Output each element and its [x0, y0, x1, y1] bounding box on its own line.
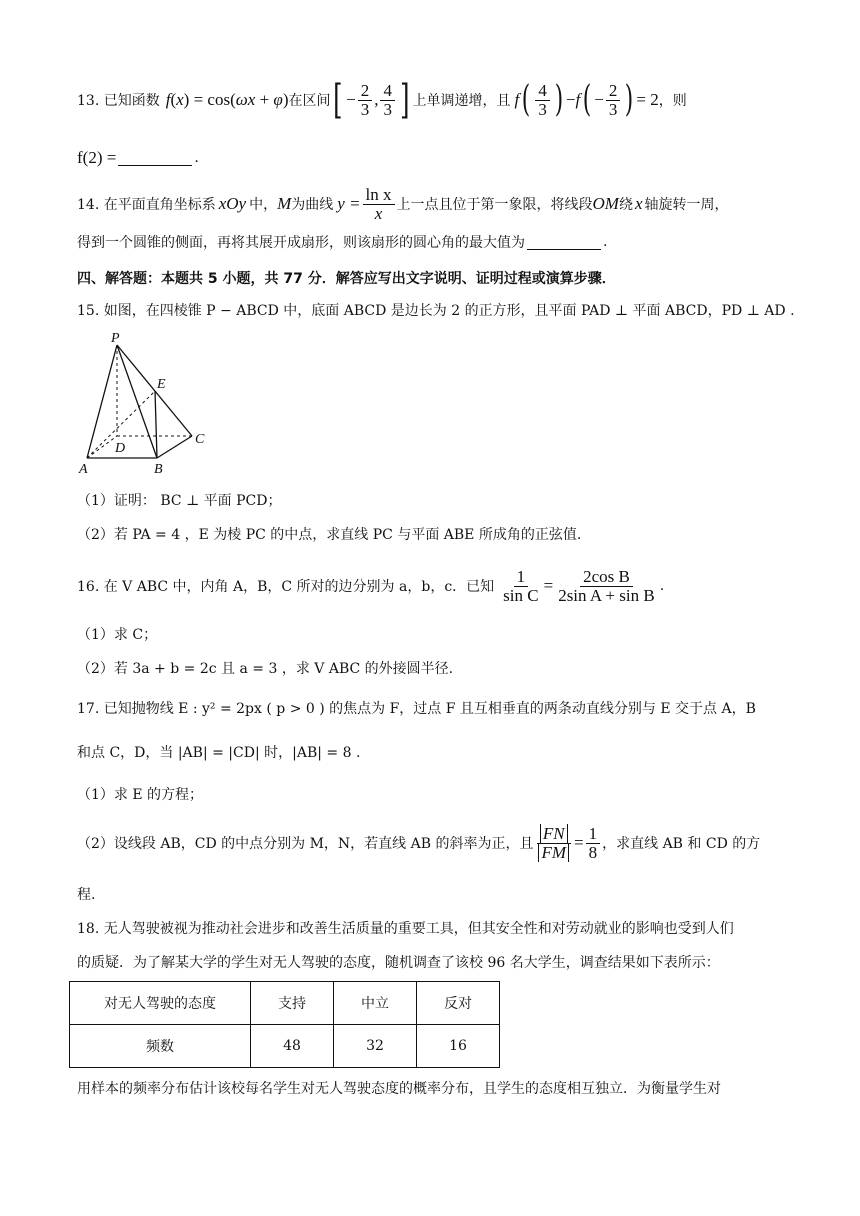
q13-f2: f(2) = [77, 148, 117, 167]
q17-part2-cont: 程. [77, 887, 96, 903]
q14-line1 [77, 184, 729, 224]
q17-line1: 17. 已知抛物线 E : y² = 2px ( p > 0 ) 的焦点为 F，过点 F 且互相垂直的两条动直线分别与 E 交于点 A，B [77, 701, 756, 717]
label-d: D [115, 441, 126, 456]
q13-interval-text: 在区间 [288, 93, 331, 109]
q17-part2 [77, 818, 760, 868]
q16-stem-text: 16. 在 V ABC 中，内角 A，B，C 所对的边分别为 a，b，c．已知 [77, 579, 495, 595]
label-c: C [195, 432, 205, 447]
answer-blank [118, 151, 192, 166]
section-heading: 四、解答题：本题共 5 小题，共 77 分．解答应写出文字说明、证明过程或演算步骤． [77, 271, 616, 287]
attitude-table [69, 981, 500, 1068]
q17-part1: （1）求 E 的方程； [77, 787, 204, 803]
table-row [70, 1025, 500, 1068]
edge-be [155, 391, 157, 458]
q18-line2: 的质疑．为了解某大学的学生对无人驾驶的态度，随机调查了该校 96 名大学生，调查结果如下表所示： [77, 955, 720, 971]
period: . [659, 578, 665, 594]
q14-y: y = [337, 194, 361, 213]
table-header-cell: 反对 [417, 982, 500, 1025]
q13-frac-43: $\frac{4}{3}$ [535, 82, 550, 119]
pyramid-figure [75, 328, 215, 478]
minus-sign: − [565, 90, 576, 109]
paren: ( [522, 79, 531, 120]
minus-sign: − [594, 90, 604, 109]
q14-text-line2: 得到一个圆锥的侧面，再将其展开成扇形，则该扇形的圆心角的最大值为 [77, 235, 525, 251]
q17-part2-text-b: ，求直线 AB 和 CD 的方 [602, 836, 761, 852]
table-cell: 16 [417, 1025, 500, 1068]
q13-equals: = 2 [636, 90, 659, 109]
q13-prefix: 13. 已知函数 [77, 93, 160, 109]
q13-function: f(x) = cos(ωx + φ) [165, 90, 289, 109]
q14-m: M [277, 194, 292, 213]
q14-xaxis: x [634, 194, 643, 213]
table-cell: 32 [334, 1025, 417, 1068]
paren: ) [625, 79, 634, 120]
f-symbol: f [575, 90, 581, 109]
label-e: E [157, 377, 166, 392]
equals-sign: = [543, 576, 554, 595]
label-a: A [79, 462, 88, 477]
q16-stem [77, 564, 664, 608]
q16-part1: （1）求 C； [77, 627, 158, 643]
q14-xoy: xOy [218, 194, 247, 213]
q18-line3: 用样本的频率分布估计该校每名学生对无人驾驶态度的概率分布，且学生的态度相互独立．为衡量学生对 [77, 1081, 721, 1097]
label-b: B [154, 462, 163, 477]
q13-line1 [77, 78, 687, 122]
left-bracket: [ [333, 77, 343, 123]
paren: ( [583, 79, 592, 120]
q14-text-f: 轴旋转一周， [644, 197, 729, 213]
q17-part2-text-a: （2）设线段 AB，CD 的中点分别为 M，N，若直线 AB 的斜率为正，且 [77, 836, 534, 852]
answer-blank [527, 235, 601, 250]
q18-line1: 18. 无人驾驶被视为推动社会进步和改善生活质量的重要工具，但其安全性和对劳动就业的影响也受到人们 [77, 921, 734, 937]
q13-line2 [77, 146, 199, 170]
f-symbol: f [514, 90, 520, 109]
q15-part2: （2）若 PA = 4 ，E 为棱 PC 的中点，求直线 PC 与平面 ABE 所成角的正弦值. [77, 527, 582, 543]
table-header-row [70, 982, 500, 1025]
q13-then: ，则 [658, 93, 687, 109]
q14-text-d: 上一点且位于第一象限，将线段 [396, 197, 593, 213]
table-header-cell: 对无人驾驶的态度 [70, 982, 251, 1025]
comma: , [374, 90, 379, 109]
q14-om: OM [592, 194, 619, 213]
q14-text-a: 14. 在平面直角坐标系 [77, 197, 216, 213]
q13-period: . [194, 150, 199, 166]
table-cell: 48 [251, 1025, 334, 1068]
edge-bc [157, 436, 192, 458]
table-header-cell: 中立 [334, 982, 417, 1025]
q17-frac-18: $\frac{1}{8}$ [586, 825, 601, 862]
table-header-cell: 支持 [251, 982, 334, 1025]
minus-sign: − [346, 90, 356, 109]
q17-ratio: $\frac{FN}{FM}$ [535, 825, 572, 862]
right-bracket: ] [400, 77, 410, 123]
q14-line2 [77, 232, 607, 252]
q16-part2: （2）若 3a + b = 2c 且 a = 3 ，求 V ABC 的外接圆半径. [77, 661, 454, 677]
q14-text-c: 为曲线 [291, 197, 334, 213]
q13-monotone-text: 上单调递增，且 [412, 93, 511, 109]
q14-period: . [603, 234, 608, 250]
q13-frac-b: $\frac{4}{3}$ [380, 82, 395, 119]
q13-frac-m23: $\frac{2}{3}$ [606, 82, 621, 119]
q15-stem: 15. 如图，在四棱锥 P − ABCD 中，底面 ABCD 是边长为 2 的正方形，且平面 PAD ⊥ 平面 ABCD，PD ⊥ AD . [77, 303, 795, 319]
q13-frac-a: $\frac{2}{3}$ [358, 82, 373, 119]
edge-pa [87, 345, 117, 458]
q17-line2: 和点 C，D，当 |AB| = |CD| 时，|AB| = 8 . [77, 745, 361, 761]
q14-text-b: 中， [249, 197, 278, 213]
table-cell: 频数 [70, 1025, 251, 1068]
q14-text-e: 绕 [618, 197, 633, 213]
equals-sign: = [574, 833, 584, 852]
label-p: P [111, 331, 120, 346]
q16-frac2: $\frac{\text{2cos B}}{\text{2sin A + sin B}}$ [558, 566, 655, 605]
q16-frac1: $\frac{1}{\text{sin C}}$ [503, 566, 539, 605]
paren: ) [554, 79, 564, 120]
q15-part1: （1）证明： BC ⊥ 平面 PCD； [77, 493, 282, 509]
edge-pc [117, 345, 192, 436]
q14-frac: $\frac{\text{ln x}}{x}$ [363, 186, 395, 223]
